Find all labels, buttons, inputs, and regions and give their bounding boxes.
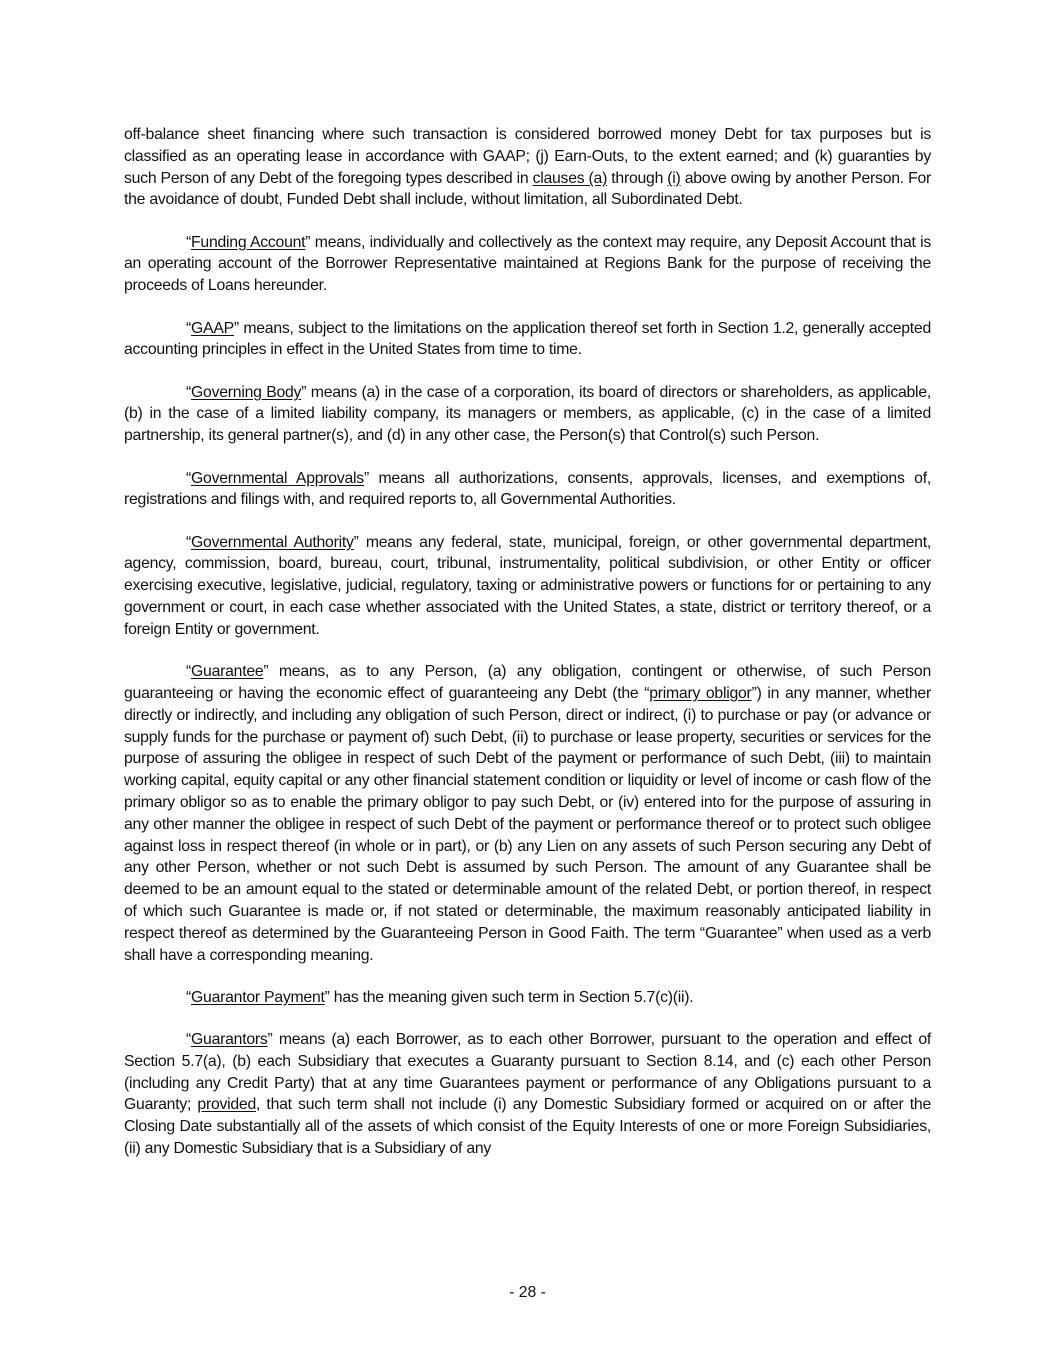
clauses-a-reference: clauses (a) bbox=[532, 169, 608, 187]
definition-text: , that such term shall not include (i) any Domestic Subsidiary formed or acquired on or after the Closing Date substantially all of the assets of which consist of the Equity Interests of one or more Foreign Subsidiaries, (ii) any Domestic Subsidiary that is a Subsidiary of any bbox=[124, 1096, 931, 1158]
defined-term: Funding Account bbox=[191, 233, 306, 251]
close-quote: ” bbox=[233, 319, 239, 337]
paragraph-text: off-balance sheet financing where such transaction is considered borrowed money Debt for tax purposes but is classified as an operating lease in accordance with GAAP; (j) Earn-Outs, to the extent earned; and (k) guaranties by such Person of any Debt of the foregoing types described in bbox=[124, 126, 931, 187]
definition-guarantor-payment bbox=[124, 987, 931, 1009]
open-quote: “ bbox=[186, 533, 192, 551]
clause-i-reference: (i) bbox=[667, 169, 681, 187]
open-quote: “ bbox=[186, 383, 192, 401]
page-number: - 28 - bbox=[509, 1284, 546, 1301]
defined-term: Guarantor Payment bbox=[191, 988, 325, 1006]
provided-term: provided bbox=[197, 1096, 257, 1114]
close-quote: ” bbox=[305, 233, 311, 251]
definition-text: means, subject to the limitations on the application thereof set forth in Section 1.2, generally accepted accounting principles in effect in the United States from time to time. bbox=[124, 319, 931, 359]
defined-term: Guarantors bbox=[191, 1031, 268, 1049]
definition-text: means all authorizations, consents, approvals, licenses, and exemptions of, registrations and filings with, and required reports to, all Governmental Authorities. bbox=[124, 469, 931, 509]
definition-gaap bbox=[124, 318, 931, 362]
open-quote: “ bbox=[186, 469, 192, 487]
close-quote: ” bbox=[301, 383, 307, 401]
definition-text: has the meaning given such term in Section 5.7(c)(ii). bbox=[329, 988, 694, 1006]
definition-text: means, as to any Person, (a) any obligation, contingent or otherwise, of such Person guaranteeing or having the economic effect of guaranteeing any Debt (the “ bbox=[124, 663, 931, 702]
defined-term: Guarantee bbox=[191, 663, 264, 681]
document-page bbox=[124, 124, 931, 1180]
paragraph-text: through bbox=[607, 169, 668, 187]
defined-term: Governmental Approvals bbox=[191, 469, 364, 487]
definition-guarantee bbox=[124, 661, 931, 966]
definition-text: ”) in any manner, whether directly or indirectly, and including any obligation of such Person, direct or indirect, (i) to purchase or pay (or advance or supply funds for the purchase or payment of) such Debt, (ii) to purchase or lease property, securities or services for the purpose of assuring the obligee in respect of such Debt of the payment or performance of such Debt, (iii) to maintain working capital, equity capital or any other financial statement condition or liquidity or level of income or cash flow of the primary obligor so as to enable the primary obligor to pay such Debt, or (iv) entered into for the purpose of assuring in any other manner the obligee in respect of such Debt of the payment or performance thereof or to protect such obligee against loss in respect thereof (in whole or in part), or (b) any Lien on any assets of such Person securing any Debt of any other Person, whether or not such Debt is assumed by such Person. The amount of any Guarantee shall be deemed to be an amount equal to the stated or determinable amount of the related Debt, or portion thereof, in respect of which such Guarantee is made or, if not stated or determinable, the maximum reasonably anticipated liability in respect thereof as determined by the Guaranteeing Person in Good Faith. The term “Guarantee” when used as a verb shall have a corresponding meaning. bbox=[124, 684, 931, 964]
definition-text: means, individually and collectively as the context may require, any Deposit Account that is an operating account of the Borrower Representative maintained at Regions Bank for the purpose of receiving the proceeds of Loans hereunder. bbox=[124, 233, 931, 295]
close-quote: ” bbox=[324, 988, 330, 1006]
defined-term-primary-obligor: primary obligor bbox=[649, 684, 752, 702]
paragraph-funded-debt-continuation bbox=[124, 124, 931, 211]
open-quote: “ bbox=[186, 988, 192, 1006]
definition-funding-account bbox=[124, 232, 931, 297]
defined-term: Governing Body bbox=[191, 383, 302, 401]
paragraph-text: above owing by another Person. For the avoidance of doubt, Funded Debt shall include, without limitation, all Subordinated Debt. bbox=[124, 169, 932, 209]
open-quote: “ bbox=[186, 1031, 192, 1049]
definition-governmental-authority bbox=[124, 532, 931, 641]
close-quote: ” bbox=[267, 1031, 273, 1049]
close-quote: ” bbox=[353, 533, 359, 551]
close-quote: ” bbox=[363, 469, 369, 487]
definition-text: means (a) each Borrower, as to each other Borrower, pursuant to the operation and effect of Section 5.7(a), (b) each Subsidiary that executes a Guaranty pursuant to Section 8.14, and (c) each other Person (including any Credit Party) that at any time Guarantees payment or performance of any Obligations pursuant to a Guaranty; bbox=[124, 1031, 931, 1114]
definition-text: means (a) in the case of a corporation, its board of directors or shareholders, as applicable, (b) in the case of a limited liability company, its managers or members, as applicable, (c) in the case of a limited partnership, its general partner(s), and (d) in any other case, the Person(s) that Control(s) such Person. bbox=[124, 383, 931, 445]
close-quote: ” bbox=[263, 663, 269, 681]
defined-term: Governmental Authority bbox=[191, 533, 354, 551]
definition-text: means any federal, state, municipal, foreign, or other governmental department, agency, commission, board, bureau, court, tribunal, instrumentality, political subdivision, or other Entity or officer exercising executive, legislative, judicial, regulatory, taxing or administrative powers or functions for or pertaining to any government or court, in each case whether associated with the United States, a state, district or territory thereof, or a foreign Entity or government. bbox=[124, 533, 931, 638]
definition-guarantors bbox=[124, 1029, 931, 1160]
definition-governing-body bbox=[124, 382, 931, 447]
defined-term: GAAP bbox=[191, 319, 234, 337]
open-quote: “ bbox=[186, 319, 192, 337]
definition-governmental-approvals bbox=[124, 468, 931, 512]
open-quote: “ bbox=[186, 233, 192, 251]
open-quote: “ bbox=[186, 663, 192, 681]
